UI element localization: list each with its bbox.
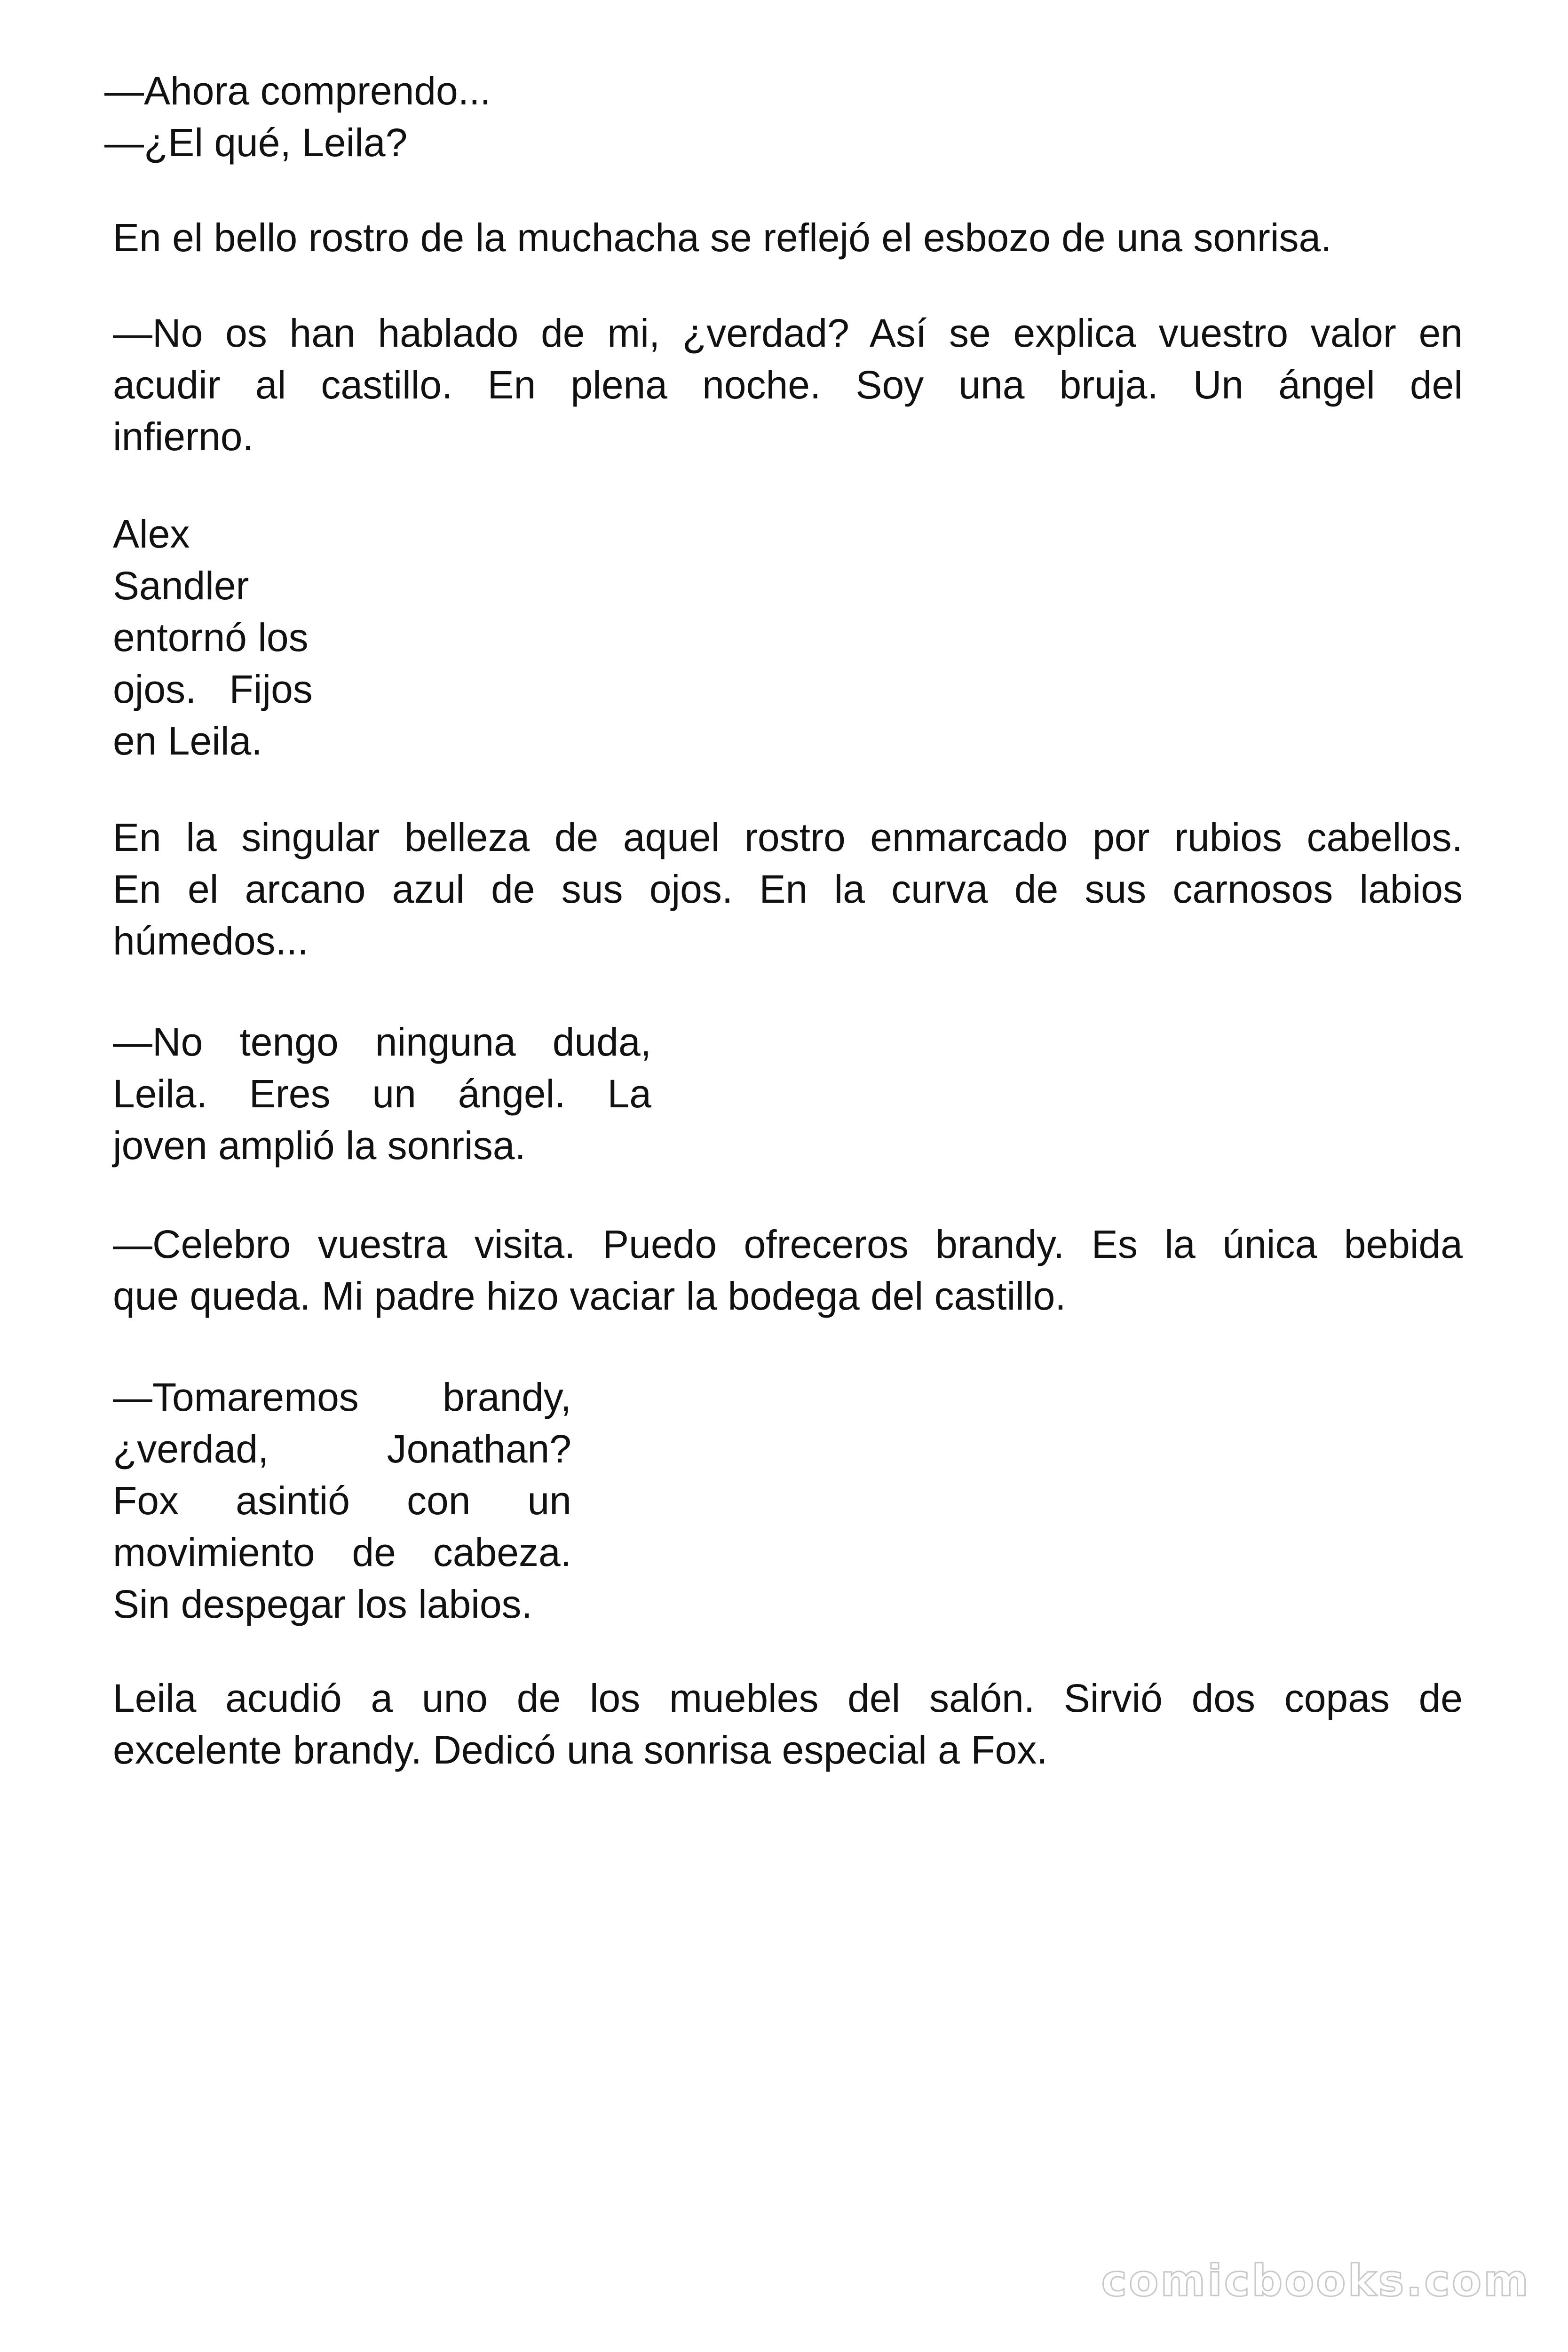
paragraph-line: Alex: [113, 512, 190, 556]
paragraph-line: ¿verdad, Jonathan?: [113, 1427, 571, 1471]
paragraph-line: —No tengo ninguna duda,: [113, 1020, 651, 1064]
paragraph-line: ojos. Fijos: [113, 667, 313, 711]
paragraph-line: Fox asintió con un: [113, 1478, 571, 1523]
paragraph-line: acudir al castillo. En plena noche. Soy una bruja. Un ángel del: [113, 363, 1463, 407]
paragraph: [113, 307, 1463, 462]
paragraph-line: en Leila.: [113, 719, 262, 763]
paragraph-line: En el arcano azul de sus ojos. En la curva de sus carnosos labios: [113, 867, 1463, 911]
paragraph-line: —Tomaremos brandy,: [113, 1375, 571, 1419]
paragraph-line: —No os han hablado de mi, ¿verdad? Así se explica vuestro valor en: [113, 311, 1463, 355]
paragraph-line: entornó los: [113, 615, 309, 660]
paragraph: En el bello rostro de la muchacha se reflejó el esbozo de una sonrisa.: [113, 215, 1332, 260]
paragraph-line: húmedos...: [113, 919, 309, 963]
paragraph-line: infierno.: [113, 414, 253, 459]
paragraph: [113, 1672, 1463, 1776]
paragraph-line: En la singular belleza de aquel rostro enmarcado por rubios cabellos.: [113, 815, 1463, 859]
dialogue-line: —Ahora comprendo...: [104, 69, 491, 113]
paragraph-line: que queda. Mi padre hizo vaciar la bodega del castillo.: [113, 1274, 1066, 1318]
dialogue-line: —¿El qué, Leila?: [104, 120, 408, 165]
paragraph-narrow: [113, 508, 313, 767]
paragraph-narrow: [113, 1016, 651, 1171]
paragraph-line: excelente brandy. Dedicó una sonrisa especial a Fox.: [113, 1728, 1048, 1772]
paragraph-line: —Celebro vuestra visita. Puedo ofreceros brandy. Es la única bebida: [113, 1222, 1463, 1266]
paragraph: [113, 811, 1463, 967]
paragraph: [113, 1218, 1463, 1322]
paragraph-line: Leila. Eres un ángel. La: [113, 1072, 651, 1116]
paragraph-line: joven amplió la sonrisa.: [113, 1123, 526, 1168]
watermark-logo: comicbooks.com: [1101, 2256, 1530, 2306]
paragraph-line: Sandler: [113, 564, 249, 608]
paragraph-line: Leila acudió a uno de los muebles del salón. Sirvió dos copas de: [113, 1676, 1463, 1720]
paragraph-line: Sin despegar los labios.: [113, 1582, 532, 1626]
paragraph-line: movimiento de cabeza.: [113, 1530, 571, 1574]
paragraph-narrow: [113, 1371, 571, 1630]
